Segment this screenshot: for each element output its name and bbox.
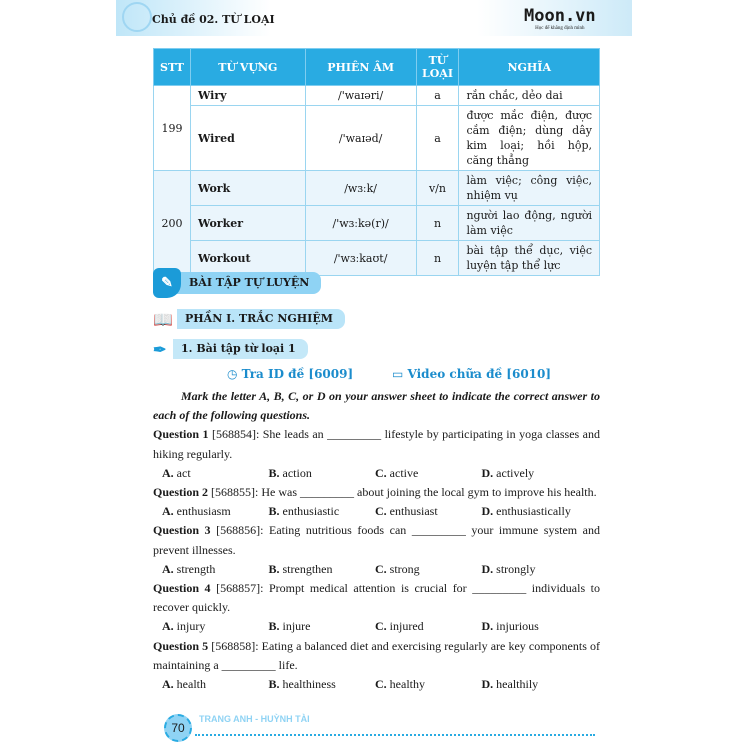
question-text: [568856]: Eating nutritious foods can _________ your immune system and prevent illnesses. <box>153 523 600 557</box>
instruction: Mark the letter A, B, C, or D on your answer sheet to indicate the correct answer to each of the following questions. <box>153 389 600 423</box>
option-text: actively <box>496 465 535 480</box>
question <box>153 579 600 617</box>
section-part1: 📖 PHẦN I. TRẮC NGHIỆM <box>153 309 345 329</box>
ipa-cell: /'wɜːkaʊt/ <box>305 241 416 276</box>
question <box>153 425 600 463</box>
option[interactable] <box>162 675 269 694</box>
option[interactable] <box>375 675 482 694</box>
option-letter: B. <box>268 561 280 576</box>
question-text: [568858]: Eating a balanced diet and exercising regularly are key components of maintaining a _________ life. <box>153 638 600 672</box>
option[interactable] <box>269 675 376 694</box>
option-text: injure <box>282 619 311 634</box>
option-text: active <box>389 465 419 480</box>
option[interactable] <box>269 617 376 636</box>
option-letter: C. <box>375 465 387 480</box>
column-header: PHIÊN ÂM <box>305 49 416 86</box>
option[interactable] <box>375 617 482 636</box>
questions <box>153 387 600 694</box>
option-text: strong <box>389 561 420 576</box>
column-header: NGHĨA <box>459 49 600 86</box>
option-letter: B. <box>268 504 280 519</box>
question-label: Question 1 <box>153 427 209 442</box>
table-row <box>154 106 600 171</box>
table-row <box>154 171 600 206</box>
option[interactable] <box>162 464 269 483</box>
column-header: STT <box>154 49 191 86</box>
pos-cell: n <box>416 241 459 276</box>
question-label: Question 4 <box>153 581 211 596</box>
authors: TRANG ANH - HUỲNH TÀI <box>199 714 310 724</box>
word-cell: Wiry <box>190 86 305 106</box>
option[interactable] <box>375 464 482 483</box>
option-text: healthily <box>496 677 539 692</box>
option-letter: D. <box>481 465 494 480</box>
ipa-cell: /'waɪəri/ <box>305 86 416 106</box>
pos-cell: a <box>416 86 459 106</box>
option-letter: A. <box>162 677 174 692</box>
option-text: enthusiasm <box>176 504 231 519</box>
option[interactable] <box>482 502 589 521</box>
option-letter: B. <box>268 465 280 480</box>
question-label: Question 2 <box>153 485 209 500</box>
moon-logo: Moon.vn Học để khẳng định mình <box>524 6 596 31</box>
word-cell: Worker <box>190 206 305 241</box>
column-header: TỪ VỰNG <box>190 49 305 86</box>
options <box>153 502 600 521</box>
option-letter: C. <box>375 504 387 519</box>
option-letter: A. <box>162 561 174 576</box>
option[interactable] <box>375 502 482 521</box>
option[interactable] <box>269 502 376 521</box>
options <box>153 560 600 579</box>
lookup-id-link[interactable]: ◷ Tra ID đề [6009] <box>227 367 354 381</box>
option-text: healthiness <box>282 677 336 692</box>
table-row <box>154 206 600 241</box>
option-text: strengthen <box>282 561 333 576</box>
option[interactable] <box>269 560 376 579</box>
option-letter: D. <box>481 677 494 692</box>
option-letter: C. <box>375 677 387 692</box>
question-text: [568854]: She leads an _________ lifestyle by participating in yoga classes and hiking regularly. <box>153 427 600 461</box>
option[interactable] <box>482 560 589 579</box>
question-text: [568857]: Prompt medical attention is crucial for _________ individuals to recover quickly. <box>153 581 600 615</box>
meaning-cell: rắn chắc, dẻo dai <box>459 86 600 106</box>
option[interactable] <box>162 502 269 521</box>
option-letter: C. <box>375 561 387 576</box>
word-cell: Workout <box>190 241 305 276</box>
option-text: strength <box>176 561 216 576</box>
pen-icon: ✒ <box>153 339 167 359</box>
option-text: enthusiastically <box>496 504 571 519</box>
video-link[interactable]: ▭ Video chữa đề [6010] <box>392 367 552 381</box>
clock-icon: ◷ <box>227 367 242 381</box>
option-text: strongly <box>496 561 536 576</box>
pos-cell: v/n <box>416 171 459 206</box>
option-letter: C. <box>375 619 387 634</box>
option-text: health <box>176 677 206 692</box>
clipboard-icon: ✎ <box>153 268 181 298</box>
option-text: injury <box>176 619 206 634</box>
question <box>153 521 600 559</box>
question <box>153 483 600 502</box>
stt-cell: 200 <box>154 171 191 276</box>
option-text: enthusiastic <box>282 504 340 519</box>
stt-cell: 199 <box>154 86 191 171</box>
meaning-cell: người lao động, người làm việc <box>459 206 600 241</box>
option-letter: D. <box>481 619 494 634</box>
option-letter: A. <box>162 465 174 480</box>
pos-cell: n <box>416 206 459 241</box>
question-label: Question 3 <box>153 523 211 538</box>
option-text: act <box>176 465 191 480</box>
page-footer <box>155 712 585 742</box>
ipa-cell: /'wɜːkə(r)/ <box>305 206 416 241</box>
section-exercise: ✒ 1. Bài tập từ loại 1 <box>153 339 308 359</box>
question-text: [568855]: He was _________ about joining the local gym to improve his health. <box>208 485 597 500</box>
options <box>153 675 600 694</box>
option-letter: A. <box>162 619 174 634</box>
option[interactable] <box>162 617 269 636</box>
word-cell: Work <box>190 171 305 206</box>
video-icon: ▭ <box>392 367 408 381</box>
option-letter: A. <box>162 504 174 519</box>
option-letter: B. <box>268 619 280 634</box>
option-text: injurious <box>496 619 539 634</box>
pos-cell: a <box>416 106 459 171</box>
meaning-cell: được mắc điện, được cắm điện; dùng dây kim loại; hồi hộp, căng thẳng <box>459 106 600 171</box>
option-text: action <box>282 465 312 480</box>
column-header: TỪ LOẠI <box>416 49 459 86</box>
book-icon: 📖 <box>153 309 173 329</box>
option-letter: D. <box>481 504 494 519</box>
ferris-wheel-icon <box>122 2 152 32</box>
option[interactable] <box>482 464 589 483</box>
option[interactable] <box>162 560 269 579</box>
vocabulary-table <box>153 48 600 276</box>
options <box>153 617 600 636</box>
question-label: Question 5 <box>153 638 209 653</box>
meaning-cell: bài tập thể dục, việc luyện tập thể lực <box>459 241 600 276</box>
option-text: enthusiast <box>389 504 438 519</box>
word-cell: Wired <box>190 106 305 171</box>
option-letter: D. <box>481 561 494 576</box>
option[interactable] <box>269 464 376 483</box>
divider <box>195 734 595 736</box>
ipa-cell: /'waɪəd/ <box>305 106 416 171</box>
meaning-cell: làm việc; công việc, nhiệm vụ <box>459 171 600 206</box>
option[interactable] <box>375 560 482 579</box>
ipa-cell: /wɜːk/ <box>305 171 416 206</box>
option[interactable] <box>482 617 589 636</box>
question <box>153 637 600 675</box>
option-text: injured <box>389 619 424 634</box>
section-practice: ✎ BÀI TẬP TỰ LUYỆN <box>153 268 321 298</box>
option-text: healthy <box>389 677 425 692</box>
options <box>153 464 600 483</box>
table-row <box>154 86 600 106</box>
option[interactable] <box>482 675 589 694</box>
page-number: 70 <box>164 714 192 742</box>
chapter-title: Chủ đề 02. TỪ LOẠI <box>152 13 275 26</box>
option-letter: B. <box>268 677 280 692</box>
